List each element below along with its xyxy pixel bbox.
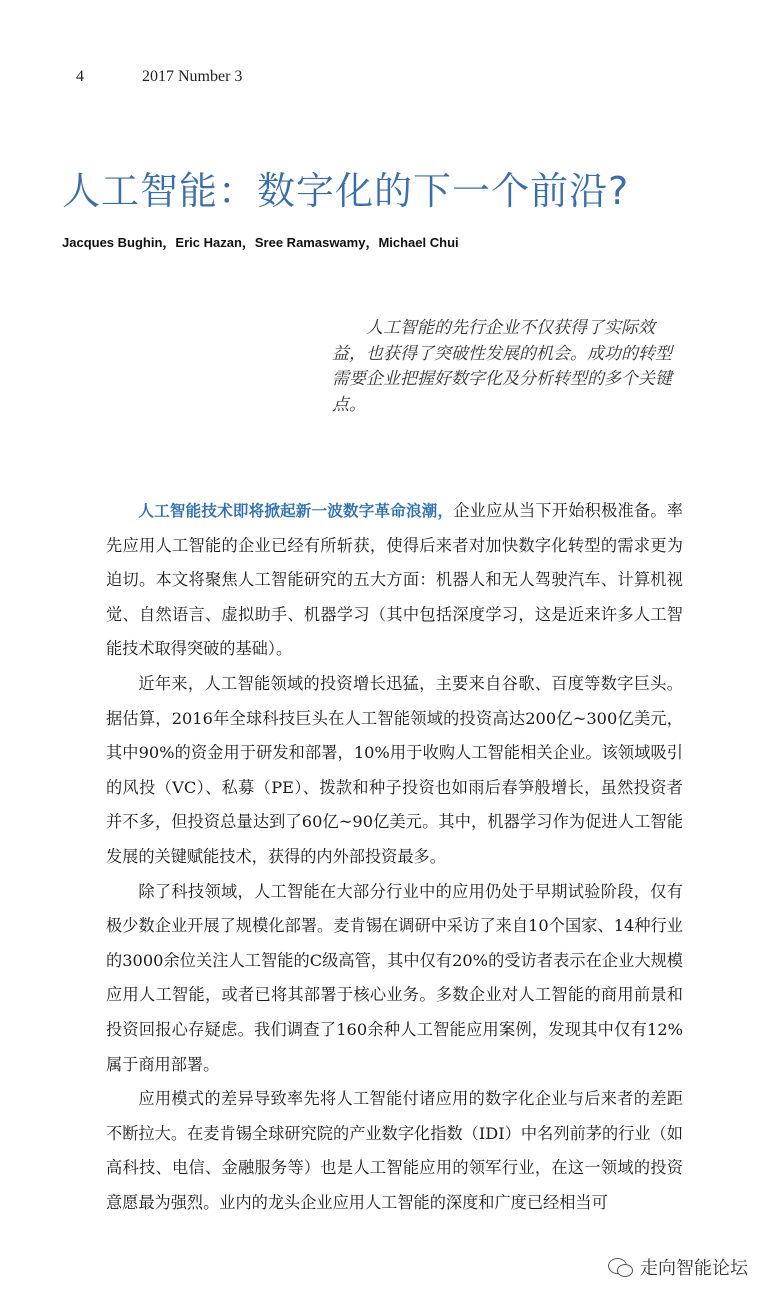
lead-sentence: 人工智能技术即将掀起新一波数字革命浪潮， [138, 502, 454, 520]
watermark-text: 走向智能论坛 [640, 1258, 748, 1279]
article-abstract: 人工智能的先行企业不仅获得了实际效益，也获得了突破性发展的机会。成功的转型需要企业把握好数字化及分析转型的多个关键点。 [332, 318, 672, 415]
article-body [106, 494, 683, 1220]
paragraph [106, 494, 683, 667]
issue-label: 2017 Number 3 [142, 68, 243, 85]
paragraph-text: 企业应从当下开始积极准备。率先应用人工智能的企业已经有所斩获，使得后来者对加快数字化转型的需求更为迫切。本文将聚焦人工智能研究的五大方面：机器人和无人驾驶汽车、计算机视觉、自然语言、虚拟助手、机器学习（其中包括深度学习，这是近来许多人工智能技术取得突破的基础）。 [106, 501, 683, 659]
paragraph: 近年来，人工智能领域的投资增长迅猛，主要来自谷歌、百度等数字巨头。据估算，2016年全球科技巨头在人工智能领域的投资高达200亿~300亿美元，其中90%的资金用于研发和部署，10%用于收购人工智能相关企业。该领域吸引的风投（VC）、私募（PE）、拨款和种子投资也如雨后春笋般增长，虽然投资者并不多，但投资总量达到了60亿~90亿美元。其中，机器学习作为促进人工智能发展的关键赋能技术，获得的内外部投资最多。 [106, 673, 683, 866]
page-number: 4 [76, 68, 84, 85]
watermark [608, 1254, 748, 1280]
wechat-icon [608, 1256, 634, 1278]
article-authors: Jacques Bughin，Eric Hazan，Sree Ramaswamy，Michael Chui [62, 235, 459, 250]
paragraph: 除了科技领域，人工智能在大部分行业中的应用仍处于早期试验阶段，仅有极少数企业开展了规模化部署。麦肯锡在调研中采访了来自10个国家、14种行业的3000余位关注人工智能的C级高管，其中仅有20%的受访者表示在企业大规模应用人工智能，或者已将其部署于核心业务。多数企业对人工智能的商用前景和投资回报心存疑虑。我们调查了160余种人工智能应用案例，发现其中仅有12%属于商用部署。 [106, 881, 683, 1074]
article-title: 人工智能：数字化的下一个前沿? [62, 169, 630, 213]
paragraph: 应用模式的差异导致率先将人工智能付诸应用的数字化企业与后来者的差距不断拉大。在麦肯锡全球研究院的产业数字化指数（IDI）中名列前茅的行业（如高科技、电信、金融服务等）也是人工智能应用的领军行业，在这一领域的投资意愿最为强烈。业内的龙头企业应用人工智能的深度和广度已经相当可 [106, 1089, 683, 1212]
page-header [76, 68, 242, 86]
